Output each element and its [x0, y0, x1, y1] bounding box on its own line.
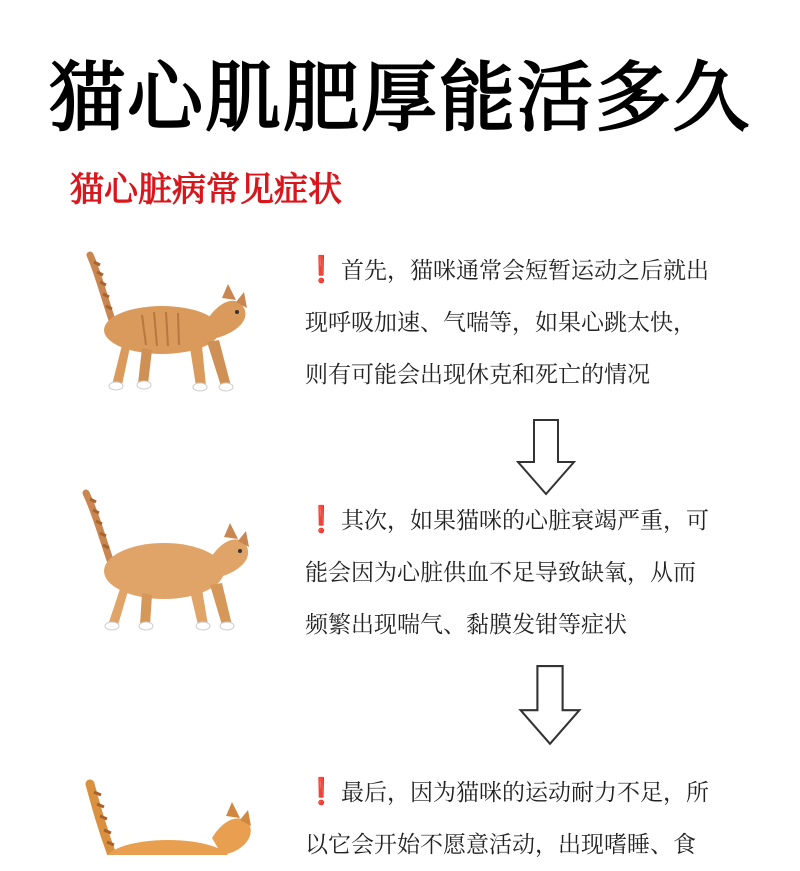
- text-line: ❗ 最后，因为猫咪的运动耐力不足，所: [305, 766, 765, 819]
- symptom-text-3: [305, 766, 765, 871]
- cat-illustration: [72, 250, 262, 410]
- text-line: ❗ 其次，如果猫咪的心脏衰竭严重，可: [305, 494, 765, 547]
- text-line: 以它会开始不愿意活动，出现嗜睡、食: [305, 832, 696, 858]
- text-line: 频繁出现喘气、黏膜发钳等症状: [305, 612, 627, 638]
- symptom-text-2: [305, 494, 765, 651]
- down-arrow-icon: [516, 418, 576, 498]
- cat-illustration: [72, 485, 262, 645]
- text-line: ❗ 首先，猫咪通常会短暂运动之后就出: [305, 244, 765, 297]
- text-line: 现呼吸加速、气喘等，如果心跳太快，: [305, 310, 696, 336]
- symptom-text-1: [305, 244, 765, 401]
- text-line: 能会因为心脏供血不足导致缺氧，从而: [305, 560, 696, 586]
- page-title: 猫心肌肥厚能活多久: [49, 53, 751, 142]
- exclamation-icon: ❗: [305, 255, 338, 285]
- exclamation-icon: ❗: [305, 505, 338, 535]
- down-arrow-icon: [518, 664, 582, 748]
- cat-illustration: [72, 778, 262, 855]
- exclamation-icon: ❗: [305, 777, 338, 807]
- section-heading: 猫心脏病常见症状: [70, 170, 342, 210]
- text-line: 则有可能会出现休克和死亡的情况: [305, 362, 650, 388]
